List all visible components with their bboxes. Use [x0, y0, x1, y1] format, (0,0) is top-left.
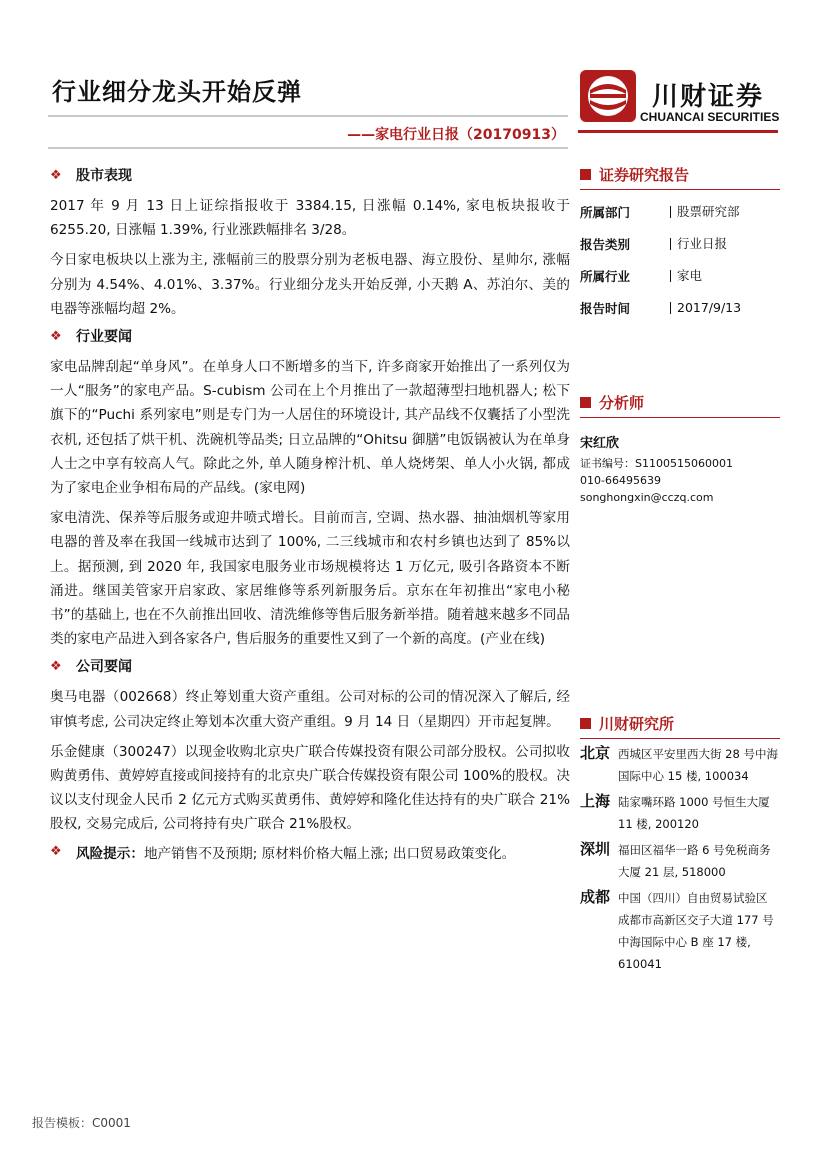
square-bullet-icon [580, 397, 591, 408]
sidebar-divider [580, 417, 780, 418]
institute-panel [580, 713, 780, 975]
main-content [50, 160, 570, 865]
diamond-bullet-icon: ❖ [50, 844, 62, 860]
branch-city: 上海 [580, 792, 611, 810]
diamond-bullet-icon: ❖ [50, 167, 62, 183]
branch-city: 北京 [580, 744, 611, 762]
analyst-name: 宋红欣 [580, 436, 620, 451]
info-row [580, 260, 780, 292]
logo-divider [578, 130, 778, 133]
branch-item [580, 839, 780, 883]
industry-paragraph-2: 家电清洗、保养等后服务或迎井喷式增长。目前而言, 空调、热水器、抽油烟机等家用电器的普及率在我国一线城市达到了 100%, 二三线城市和农村乡镇也达到了 85%以上。据预测, 到 2020 年, 我国家电服务业市场规模将达 1 万亿元, 吸引各路资本不断涌进。继国美管家开启家政、家居维修等系列新服务后。京东在年初推出“家电小秘书”的基础上, 也在不久前推出回收、清洗维修等售后服务新举措。随着越来越多不同品类的家电产品进入到各家各户, 售后服务的重要性又到了一个新的高度。(产业在线) [50, 510, 570, 648]
company-paragraph-2: 乐金健康（300247）以现金收购北京央广联合传媒投资有限公司部分股权。公司拟收购黄勇伟、黄婷婷直接或间接持有的北京央广联合传媒投资有限公司 100%的股权。决议以支付现金人民币 2 亿元方式购买黄勇伟、黄婷婷和隆化佳达持有的央广联合 21%股权, 交易完成后, 公司将持有央广联合 21%股权。 [50, 743, 570, 833]
info-value: 2017/9/13 [670, 302, 741, 314]
branch-city: 深圳 [580, 840, 611, 858]
market-paragraph-2: 今日家电板块以上涨为主, 涨幅前三的股票分别为老板电器、海立股份、星帅尔, 涨幅分别为 4.54%、4.01%、3.37%。行业细分龙头开始反弹, 小天鹅 A、苏泊尔、美的电器等涨幅均超 2%。 [50, 252, 570, 317]
square-bullet-icon [580, 169, 591, 180]
report-heading [580, 164, 780, 185]
branch-item [580, 791, 780, 835]
title-divider [48, 115, 568, 117]
branch-address: 福田区福华一路 6 号免税商务大厦 21 层, 518000 [618, 843, 771, 879]
analyst-cert: 证书编号：S1100515060001 [580, 457, 733, 470]
info-label: 报告时间 [580, 301, 631, 316]
section-industry [50, 323, 570, 349]
section-heading: 股市表现 [76, 168, 132, 184]
risk-warning [50, 839, 570, 865]
page-title: 行业细分龙头开始反弹 [52, 78, 302, 106]
info-label: 报告类别 [580, 237, 631, 252]
risk-text: 地产销售不及预期; 原材料价格大幅上涨; 出口贸易政策变化。 [143, 845, 516, 862]
branch-item [580, 887, 780, 975]
info-label: 所属部门 [580, 205, 631, 220]
section-heading: 公司要闻 [76, 659, 132, 676]
chuancai-logo-icon [580, 70, 636, 122]
institute-heading-text: 川财研究所 [599, 715, 675, 733]
company-paragraph-1: 奥马电器（002668）终止筹划重大资产重组。公司对标的公司的情况深入了解后, 经审慎考虑, 公司决定终止筹划本次重大资产重组。9 月 14 日（星期四）开市起复牌。 [50, 689, 570, 730]
report-info-panel [580, 164, 780, 324]
analyst-email: songhongxin@cczq.com [580, 491, 714, 504]
market-paragraph-1: 2017 年 9 月 13 日上证综指报收于 3384.15, 日涨幅 0.14%, 家电板块报收于 6255.20, 日涨幅 1.39%, 行业涨跌幅排名 3/28。 [50, 198, 570, 239]
branch-item [580, 743, 780, 787]
section-company [50, 653, 570, 679]
info-value: 行业日报 [670, 238, 727, 250]
industry-paragraph-1: 家电品牌刮起“单身风”。在单身人口不断增多的当下, 许多商家开始推出了一系列仅为一人“服务”的家电产品。S-cubism 公司在上个月推出了一款超薄型扫地机器人; 松下旗下的“Puchi 系列家电”则是专门为一人居住的环境设计, 其产品线不仅囊括了小型洗衣机, 还包括了烘干机、洗碗机等品类; 日立品牌的“Ohitsu 御膳”电饭锅被认为在单身人士之中享有较高人气。除此之外, 单人随身榨汁机、单人烧烤架、单人小火锅, 都成为了家电企业争相布局的产品线。(家电网) [50, 359, 570, 497]
square-bullet-icon [580, 718, 591, 729]
logo-text-cn: 川财证券 [652, 82, 765, 112]
branch-address: 中国（四川）自由贸易试验区成都市高新区交子大道 177 号中海国际中心 B 座 17 楼, 610041 [618, 891, 774, 971]
sidebar-divider [580, 738, 780, 739]
institute-heading [580, 713, 780, 734]
analyst-panel [580, 392, 780, 506]
branch-address: 陆家嘴环路 1000 号恒生大厦 11 楼, 200120 [618, 795, 770, 831]
section-heading: 行业要闻 [76, 329, 132, 346]
report-subtitle: ——家电行业日报（20170913） [347, 127, 565, 143]
sidebar-divider [580, 189, 780, 190]
info-value: 股票研究部 [670, 206, 740, 218]
section-market [50, 162, 570, 188]
diamond-bullet-icon: ❖ [50, 658, 62, 674]
logo-text-en: CHUANCAI SECURITIES [640, 110, 780, 124]
subtitle-divider [48, 147, 568, 149]
info-row [580, 228, 780, 260]
report-heading-text: 证券研究报告 [599, 166, 690, 184]
risk-label: 风险提示： [76, 845, 144, 862]
info-row [580, 196, 780, 228]
analyst-phone: 010-66495639 [580, 474, 661, 487]
footer-template-code: 报告模板：C0001 [32, 1116, 131, 1130]
analyst-heading-text: 分析师 [599, 394, 645, 412]
info-label: 所属行业 [580, 269, 631, 284]
branch-city: 成都 [580, 888, 611, 906]
info-value: 家电 [670, 270, 702, 282]
diamond-bullet-icon: ❖ [50, 328, 62, 344]
info-row [580, 292, 780, 324]
branch-address: 西城区平安里西大街 28 号中海国际中心 15 楼, 100034 [618, 747, 778, 783]
analyst-heading [580, 392, 780, 413]
